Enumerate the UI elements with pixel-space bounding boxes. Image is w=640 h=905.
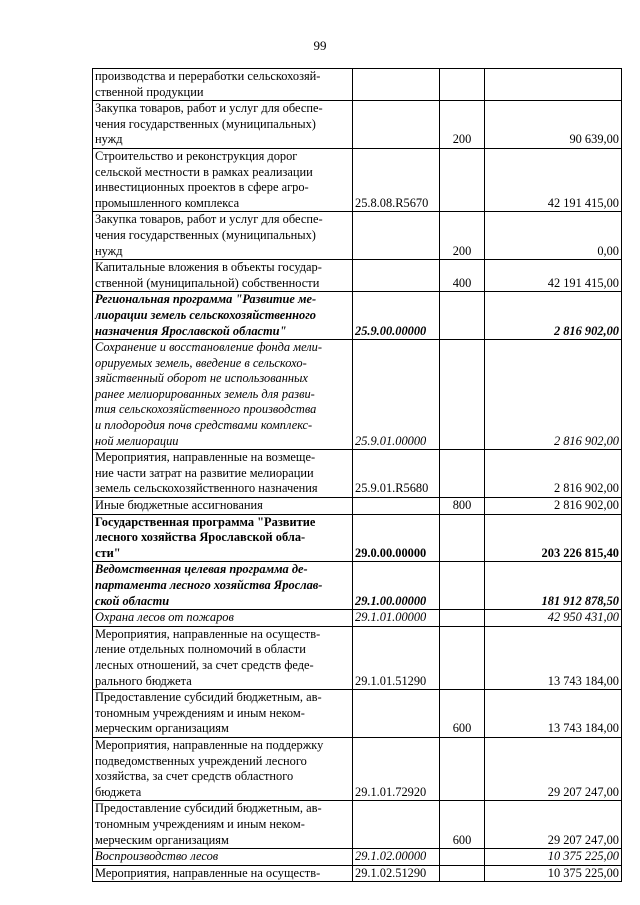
- row-amount-cell: 13 743 184,00: [485, 626, 622, 689]
- row-name-cell: [93, 562, 353, 610]
- table-row: [93, 148, 622, 211]
- table-row: [93, 801, 622, 849]
- row-expense-type-cell: 200: [440, 101, 485, 149]
- row-amount-cell: 2 816 902,00: [485, 292, 622, 340]
- table-row: [93, 101, 622, 149]
- row-expense-type-cell: 400: [440, 260, 485, 292]
- row-name-line: ние части затрат на развитие мелиорации: [95, 465, 314, 480]
- row-name-line: назначения Ярославской области": [95, 323, 287, 338]
- table-row: [93, 260, 622, 292]
- row-name-line: чения государственных (муниципальных): [95, 116, 316, 131]
- row-code-cell: 29.1.02.00000: [353, 849, 440, 866]
- row-code-cell: [353, 690, 440, 738]
- row-name-line: Предоставление субсидий бюджетным, ав-: [95, 690, 322, 705]
- row-code-cell: [353, 101, 440, 149]
- row-code-cell: 29.0.00.00000: [353, 514, 440, 562]
- row-name-cell: [93, 148, 353, 211]
- row-name-cell: [93, 514, 353, 562]
- row-name-cell: [93, 690, 353, 738]
- row-name-line: Воспроизводство лесов: [95, 849, 219, 864]
- page-number: 99: [313, 38, 327, 53]
- row-name-line: рального бюджета: [95, 673, 192, 688]
- row-name-line: ственной продукции: [95, 84, 204, 99]
- row-name-cell: [93, 498, 353, 515]
- table-row: [93, 737, 622, 800]
- table-row: [93, 690, 622, 738]
- row-name-line: Государственная программа "Развитие: [95, 514, 316, 529]
- table-row: [93, 69, 622, 101]
- row-name-cell: [93, 801, 353, 849]
- row-code-cell: 25.9.01.R5680: [353, 450, 440, 498]
- row-name-line: ской области: [95, 593, 170, 608]
- table-row: [93, 865, 622, 882]
- row-expense-type-cell: [440, 340, 485, 450]
- row-name-line: хозяйства, за счет средств областного: [95, 769, 294, 784]
- row-name-line: Предоставление субсидий бюджетным, ав-: [95, 801, 322, 816]
- row-expense-type-cell: 600: [440, 801, 485, 849]
- row-code-cell: 29.1.02.51290: [353, 865, 440, 882]
- row-name-cell: [93, 101, 353, 149]
- table-row: [93, 849, 622, 866]
- row-code-cell: [353, 69, 440, 101]
- row-amount-cell: 2 816 902,00: [485, 498, 622, 515]
- row-expense-type-cell: [440, 610, 485, 627]
- budget-table-body: [93, 69, 622, 882]
- row-name-line: Закупка товаров, работ и услуг для обеспе-: [95, 212, 323, 227]
- row-name-line: Сохранение и восстановление фонда мели-: [95, 340, 322, 355]
- row-name-line: и плодородия почв средствами комплекс-: [95, 418, 313, 433]
- row-name-cell: [93, 626, 353, 689]
- row-name-cell: [93, 610, 353, 627]
- row-code-cell: [353, 498, 440, 515]
- row-name-cell: [93, 450, 353, 498]
- row-name-line: партамента лесного хозяйства Ярослав-: [95, 578, 323, 592]
- budget-table: [92, 68, 622, 882]
- row-expense-type-cell: 600: [440, 690, 485, 738]
- row-expense-type-cell: 800: [440, 498, 485, 515]
- row-expense-type-cell: [440, 849, 485, 866]
- row-expense-type-cell: [440, 514, 485, 562]
- row-amount-cell: 90 639,00: [485, 101, 622, 149]
- table-row: [93, 562, 622, 610]
- row-expense-type-cell: 200: [440, 212, 485, 260]
- row-amount-cell: 42 191 415,00: [485, 260, 622, 292]
- row-amount-cell: 13 743 184,00: [485, 690, 622, 738]
- table-row: [93, 450, 622, 498]
- row-name-line: тия сельскохозяйственного производства: [95, 402, 317, 417]
- row-name-cell: [93, 340, 353, 450]
- row-name-line: Охрана лесов от пожаров: [95, 610, 234, 625]
- table-row: [93, 610, 622, 627]
- row-name-line: бюджета: [95, 784, 142, 799]
- row-name-line: лиорации земель сельскохозяйственного: [95, 307, 317, 322]
- table-row: [93, 514, 622, 562]
- row-name-cell: [93, 69, 353, 101]
- row-name-line: мерческим организациям: [95, 721, 229, 736]
- row-name-line: производства и переработки сельскохозяй-: [95, 69, 321, 83]
- row-name-line: Региональная программа "Развитие ме-: [95, 292, 317, 307]
- row-expense-type-cell: [440, 626, 485, 689]
- row-name-line: ление отдельных полномочий в области: [95, 642, 306, 657]
- row-code-cell: 25.9.01.00000: [353, 340, 440, 450]
- row-name-line: Капитальные вложения в объекты государ-: [95, 260, 322, 275]
- row-amount-cell: 10 375 225,00: [485, 849, 622, 866]
- row-name-line: нужд: [95, 132, 123, 147]
- row-amount-cell: 42 950 431,00: [485, 610, 622, 627]
- row-amount-cell: [485, 69, 622, 101]
- row-expense-type-cell: [440, 69, 485, 101]
- row-name-line: Мероприятия, направленные на осуществ-: [95, 626, 321, 641]
- row-expense-type-cell: [440, 292, 485, 340]
- row-name-cell: [93, 292, 353, 340]
- row-name-line: земель сельскохозяйственного назначения: [95, 481, 318, 496]
- table-row: [93, 292, 622, 340]
- row-code-cell: 29.1.01.72920: [353, 737, 440, 800]
- row-name-line: нужд: [95, 243, 123, 258]
- row-expense-type-cell: [440, 737, 485, 800]
- row-name-cell: [93, 737, 353, 800]
- row-amount-cell: 42 191 415,00: [485, 148, 622, 211]
- row-name-line: промышленного комплекса: [95, 195, 240, 210]
- row-amount-cell: 2 816 902,00: [485, 450, 622, 498]
- table-row: [93, 340, 622, 450]
- row-name-line: Строительство и реконструкция дорог: [95, 148, 298, 163]
- row-name-line: Мероприятия, направленные на поддержку: [95, 737, 324, 752]
- row-name-line: сельской местности в рамках реализации: [95, 164, 313, 179]
- row-amount-cell: 181 912 878,50: [485, 562, 622, 610]
- row-name-line: инвестиционных проектов в сфере агро-: [95, 180, 309, 195]
- row-name-line: лесного хозяйства Ярославской обла-: [95, 530, 306, 545]
- row-code-cell: 29.1.01.00000: [353, 610, 440, 627]
- row-code-cell: [353, 212, 440, 260]
- row-amount-cell: 0,00: [485, 212, 622, 260]
- row-name-line: орируемых земель, введение в сельскохо-: [95, 355, 307, 370]
- row-expense-type-cell: [440, 562, 485, 610]
- row-name-line: ранее мелиорированных земель для разви-: [95, 386, 315, 401]
- row-code-cell: 25.8.08.R5670: [353, 148, 440, 211]
- row-name-line: ной мелиорации: [95, 433, 179, 448]
- row-code-cell: 29.1.01.51290: [353, 626, 440, 689]
- row-expense-type-cell: [440, 148, 485, 211]
- row-code-cell: 29.1.00.00000: [353, 562, 440, 610]
- row-code-cell: 25.9.00.00000: [353, 292, 440, 340]
- row-name-line: Закупка товаров, работ и услуг для обеспе-: [95, 101, 323, 116]
- row-name-line: ственной (муниципальной) собственности: [95, 275, 320, 290]
- row-expense-type-cell: [440, 865, 485, 882]
- row-name-line: Мероприятия, направленные на возмеще-: [95, 450, 316, 465]
- row-code-cell: [353, 801, 440, 849]
- row-name-line: Мероприятия, направленные на осуществ-: [95, 865, 321, 880]
- row-code-cell: [353, 260, 440, 292]
- row-name-line: сти": [95, 545, 121, 560]
- row-name-cell: [93, 212, 353, 260]
- table-row: [93, 626, 622, 689]
- row-name-cell: [93, 849, 353, 866]
- row-amount-cell: 29 207 247,00: [485, 737, 622, 800]
- row-amount-cell: 10 375 225,00: [485, 865, 622, 882]
- row-expense-type-cell: [440, 450, 485, 498]
- row-name-line: Ведомственная целевая программа де-: [95, 562, 308, 577]
- row-name-line: зяйственный оборот не использованных: [95, 371, 308, 386]
- row-amount-cell: 203 226 815,40: [485, 514, 622, 562]
- row-name-line: тономным учреждениям и иным неком-: [95, 705, 305, 720]
- table-row: [93, 212, 622, 260]
- row-name-cell: [93, 865, 353, 882]
- row-name-line: подведомственных учреждений лесного: [95, 753, 307, 768]
- row-name-line: мерческим организациям: [95, 832, 229, 847]
- row-name-line: чения государственных (муниципальных): [95, 227, 316, 242]
- row-amount-cell: 2 816 902,00: [485, 340, 622, 450]
- row-name-line: лесных отношений, за счет средств феде-: [95, 657, 314, 672]
- row-name-line: Иные бюджетные ассигнования: [95, 498, 263, 513]
- row-name-line: тономным учреждениям и иным неком-: [95, 816, 305, 831]
- row-name-cell: [93, 260, 353, 292]
- table-row: [93, 498, 622, 515]
- row-amount-cell: 29 207 247,00: [485, 801, 622, 849]
